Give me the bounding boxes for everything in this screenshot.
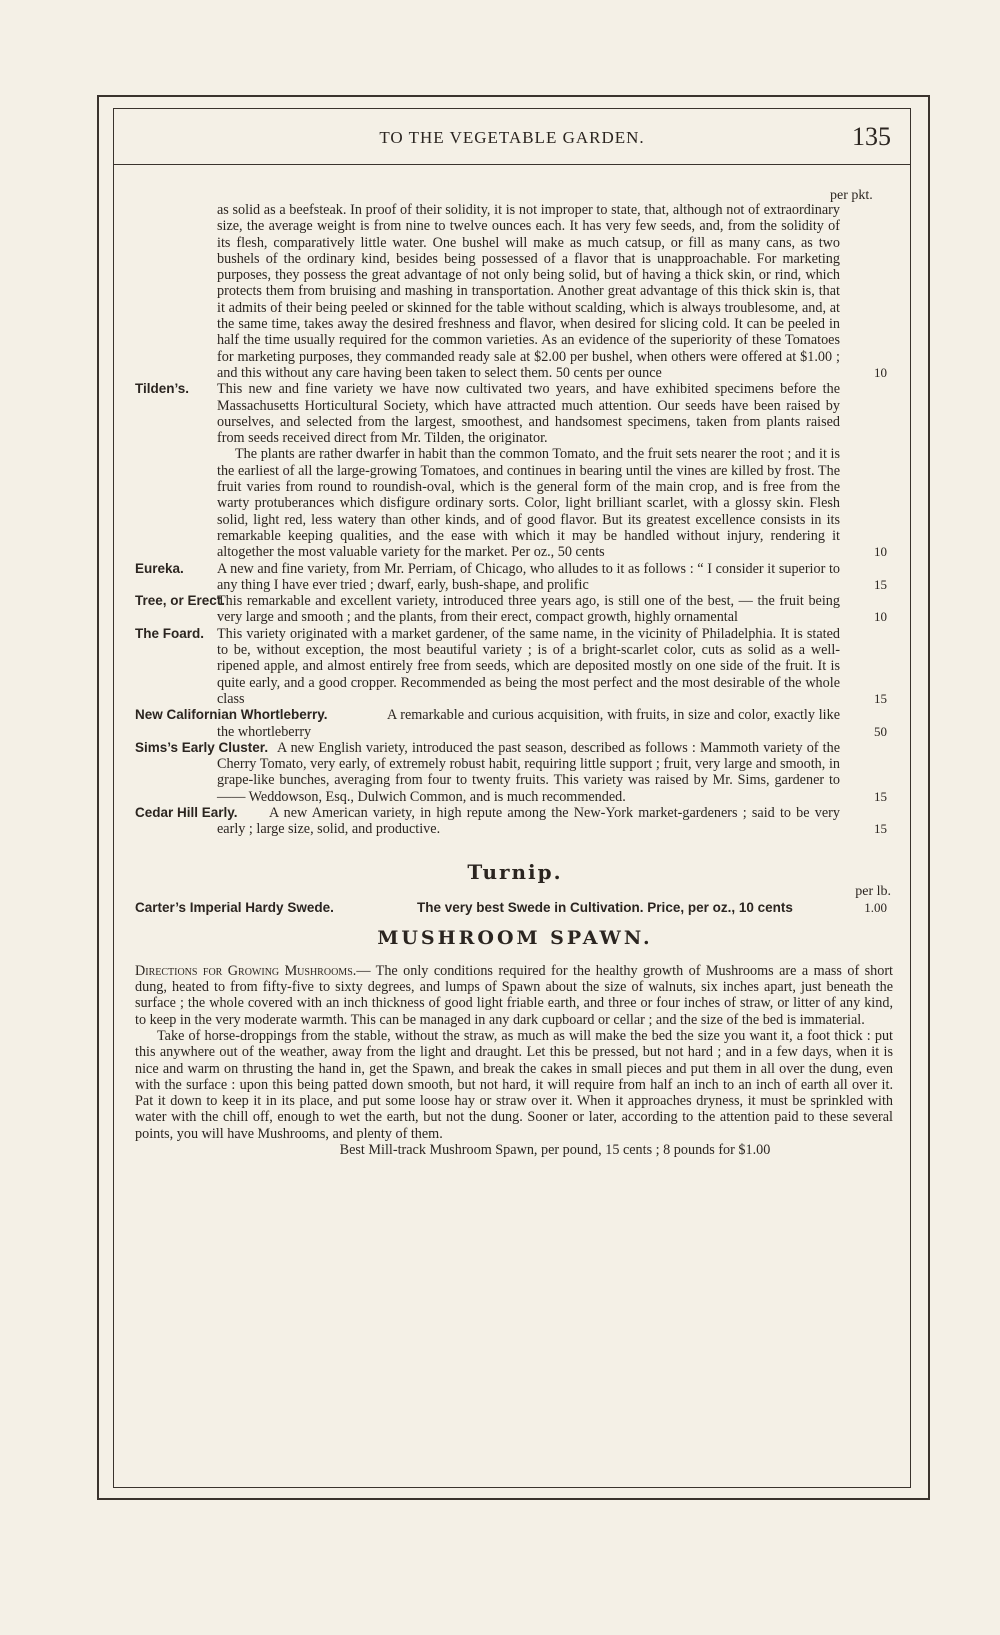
tomato-entry-cedar-hill-early [135, 805, 895, 838]
entry-name: Tree, or Erect. [135, 593, 226, 609]
entry-price: 15 [874, 788, 887, 804]
entry-text: This new and fine variety we have now cultivated two years, and have exhibited specimens before the Massachusetts Horticultural Society, which have attracted much attention. Our seeds have been raised by ourselves, and selected from the largest, smoothest, and handsomest specimens, taken from plants raised from seeds received direct from Mr. Tilden, the originator. [217, 381, 840, 447]
running-head [113, 120, 911, 160]
entry-text: A new American variety, in high repute among the New-York market-gardeners ; said to be very early ; large size, solid, and productive. [217, 804, 840, 838]
tomato-entry-sims-early-cluster [135, 740, 895, 805]
entry-name: The Foard. [135, 625, 205, 641]
entry-text: The very best Swede in Cultivation. Price, per oz., 10 cents [417, 900, 793, 916]
tomato-entry-tree-or-erect [135, 593, 895, 626]
entry-price: 15 [874, 821, 887, 837]
directions-lead: Directions for Growing Mushrooms. [135, 962, 357, 979]
directions-paragraph: Take of horse-droppings from the stable, without the straw, as much as will make the bed the size you want it, a foot thick : put this anywhere out of the weather, away from the light and draught. Let this be pressed, but not hard ; and in a few days, when it is nice and warm on thrusting the hand in, get the Spawn, and break the cakes in small pieces and put them in all over the dung, even with the surface : upon this being patted down smooth, but not hard, it will require from half an inch to an inch of earth all over it. Pat it down to keep it in its place, and put some loose hay or straw over it. When it approaches dryness, it must be sprinkled with water with the chill off, enough to wet the earth, but not the dung. Sooner or later, according to the attention paid to these several points, you will have Mushrooms, and plenty of them. [135, 1027, 893, 1142]
column-header-per-lb: per lb. [855, 883, 891, 899]
catalog-content [135, 202, 895, 1158]
entry-text: This variety originated with a market gardener, of the same name, in the vicinity of Philadelphia. It is stated to be, without exception, the most beautiful variety ; is of a bright-scarlet color, cuts as solid as a well-ripened apple, and almost entirely free from seeds, which are deposited mostly on one side of the fruit. It is quite early, and a good cropper. Recommended as being the most perfect and the most desirable of the whole class [217, 625, 840, 707]
turnip-entry-carters-swede [135, 900, 895, 916]
entry-name: Tilden’s. [135, 381, 190, 397]
page-number: 135 [852, 122, 891, 151]
entry-price: 1.00 [864, 900, 887, 916]
tomato-entry-eureka [135, 561, 895, 594]
entry-price: 10 [874, 364, 887, 380]
tomato-entry-foard [135, 626, 895, 707]
spawn-offer: Best Mill-track Mushroom Spawn, per pound, 15 cents ; 8 pounds for $1.00 [339, 1142, 771, 1159]
section-title-turnip: Turnip. [467, 859, 563, 884]
tomato-entry-continued [135, 202, 895, 381]
entry-name: New Californian Whortleberry. [135, 707, 328, 723]
entry-text: A new and fine variety, from Mr. Perriam, of Chicago, who alludes to it as follows : “ I consider it superior to any thing I have ever tried ; dwarf, early, bush-shape, and prolific [217, 560, 840, 593]
column-header-per-pkt: per pkt. [830, 188, 873, 203]
entry-text: The plants are rather dwarfer in habit than the common Tomato, and the fruit sets nearer the root ; and it is the earliest of all the large-growing Tomatoes, and continues in bearing until the vines are killed by frost. The fruit varies from round to roundish-oval, which is the general form of the main crop, and is free from the warty protuberances which disfigure ordinary sorts. Color, light brilliant scarlet, with a glossy skin. Flesh solid, light red, less watery than other kinds, and of good flavor. But its greatest excellence consists in its remarkable keeping qualities, and the ease with which it may be handled without injury, rendering it altogether the most valuable variety for the market. Per oz., 50 cents [217, 446, 840, 561]
entry-text: as solid as a beefsteak. In proof of their solidity, it is not improper to state, that, although not of extraordinary size, the average weight is from nine to twelve ounces each. It has very few seeds, and, from the solidity of its flesh, comparatively little water. One bushel will make as much catsup, or fill as many cans, as two bushels of the ordinary kind, besides being possessed of a flavor that is unapproachable. For marketing purposes, they possess the great advantage of not only being solid, but of having a thick skin, or rind, which protects them from bruising and mashing in transportation. Another great advantage of this thick skin is, that it admits of their being peeled or skinned for the table without scalding, which is always troublesome, and, at the same time, takes away the desired freshness and flavor, when desired for slicing cold. It can be peeled in half the time usually required for the common varieties. As an evidence of the superiority of these Tomatoes for marketing purposes, they commanded ready sale at $2.00 per bushel, when others were offered at $1.00 ; and this without any care having been taken to select them. 50 cents per ounce [217, 202, 840, 381]
entry-text: This remarkable and excellent variety, introduced three years ago, is still one of the best, — the fruit being very large and smooth ; and the plants, from their erect, compact growth, highly ornamental [217, 593, 840, 626]
entry-price: 10 [874, 609, 887, 625]
entry-price: 15 [874, 690, 887, 706]
entry-price: 10 [874, 544, 887, 560]
section-title-mushroom-spawn: MUSHROOM SPAWN. [377, 927, 653, 950]
entry-price: 15 [874, 576, 887, 592]
entry-name: Carter’s Imperial Hardy Swede. [135, 900, 334, 916]
entry-price: 50 [874, 723, 887, 739]
tomato-entry-californian-whortleberry [135, 707, 895, 740]
header-rule [113, 164, 911, 165]
entry-name: Cedar Hill Early. [135, 804, 238, 820]
tomato-entry-tildens [135, 381, 895, 560]
entry-name: Eureka. [135, 560, 184, 576]
entry-text: A remarkable and curious acquisition, with fruits, in size and color, exactly like the whortleberry [217, 707, 840, 740]
mushroom-directions [135, 963, 895, 1159]
running-title: TO THE VEGETABLE GARDEN. [379, 128, 645, 147]
directions-text: — The only conditions required for the healthy growth of Mushrooms are a mass of short dung, heated to from fifty-five to sixty degrees, and lumps of Spawn about the size of walnuts, six inches apart, just beneath the surface ; the whole covered with an inch thickness of good light friable earth, and three or four inches of straw, or litter of any kind, to keep in the very moderate warmth. This can be managed in any dark cupboard or cellar ; and the size of the bed is immaterial. [135, 962, 893, 1028]
directions-paragraph [135, 963, 893, 1028]
entry-name: Sims’s Early Cluster. [135, 739, 269, 755]
entry-text: A new English variety, introduced the past season, described as follows : Mammoth variety of the Cherry Tomato, very early, of extremely robust habit, requiring little support ; fruit, very large and smooth, in grape-like bunches, averaging from four to twenty fruits. This variety was raised by Mr. Sims, gardener to —— Weddowson, Esq., Dulwich Common, and is much recommended. [217, 739, 840, 805]
